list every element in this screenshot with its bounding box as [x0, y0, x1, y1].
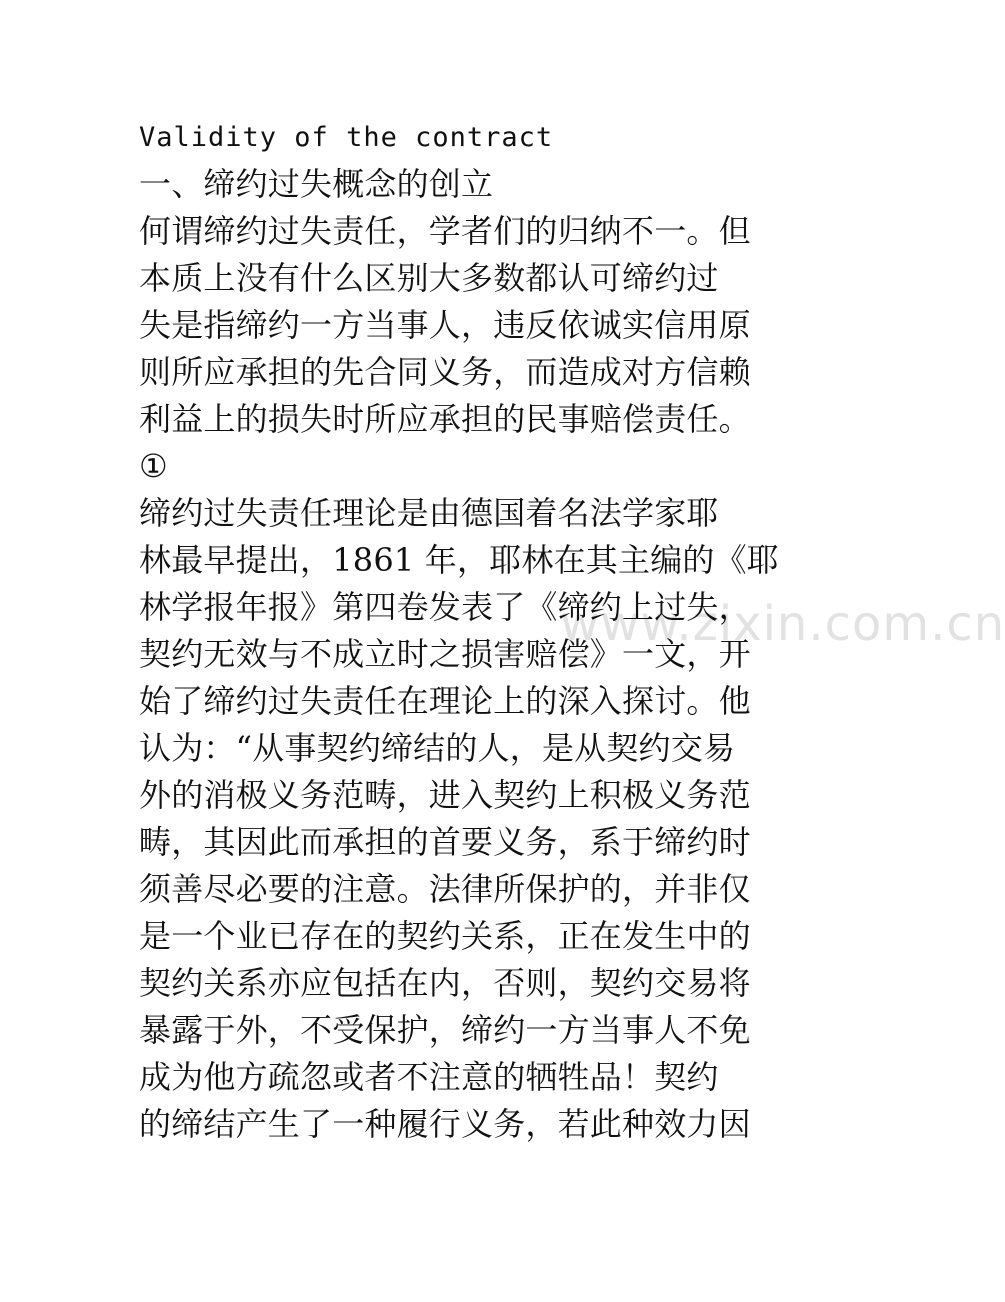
section-heading: 一、缔约过失概念的创立: [139, 165, 494, 203]
text-line: 成为他方疏忽或者不注意的牺牲品！契约: [139, 1058, 719, 1096]
text-line: 暴露于外，不受保护，缔约一方当事人不免: [139, 1011, 751, 1049]
text-line: 失是指缔约一方当事人，违反依诚实信用原: [139, 306, 751, 344]
watermark: www.zixin.com.cn: [560, 596, 1005, 652]
text-line: 林学报年报》第四卷发表了《缔约上过失，: [139, 588, 751, 626]
text-line: 利益上的损失时所应承担的民事赔偿责任。: [139, 400, 751, 438]
text-line: 的缔结产生了一种履行义务，若此种效力因: [139, 1105, 751, 1143]
footnote-marker: ①: [139, 447, 168, 485]
document-body: [139, 114, 799, 1148]
document-title: Validity of the contract: [139, 122, 554, 153]
text-line: 外的消极义务范畴，进入契约上积极义务范: [139, 776, 751, 814]
text-line: 契约关系亦应包括在内，否则，契约交易将: [139, 964, 751, 1002]
text-line: 畴，其因此而承担的首要义务，系于缔约时: [139, 823, 751, 861]
text-line: 则所应承担的先合同义务，而造成对方信赖: [139, 353, 751, 391]
text-line: 是一个业已存在的契约关系，正在发生中的: [139, 917, 751, 955]
text-line: 林最早提出，1861 年，耶林在其主编的《耶: [139, 541, 780, 579]
text-line: 认为：“从事契约缔结的人，是从契约交易: [139, 729, 736, 767]
text-line: 本质上没有什么区别大多数都认可缔约过: [139, 259, 719, 297]
text-line: 须善尽必要的注意。法律所保护的，并非仅: [139, 870, 751, 908]
text-line: 契约无效与不成立时之损害赔偿》一文，开: [139, 635, 751, 673]
text-line: 何谓缔约过失责任，学者们的归纳不一。但: [139, 212, 751, 250]
text-line: 缔约过失责任理论是由德国着名法学家耶: [139, 494, 719, 532]
text-line: 始了缔约过失责任在理论上的深入探讨。他: [139, 682, 751, 720]
